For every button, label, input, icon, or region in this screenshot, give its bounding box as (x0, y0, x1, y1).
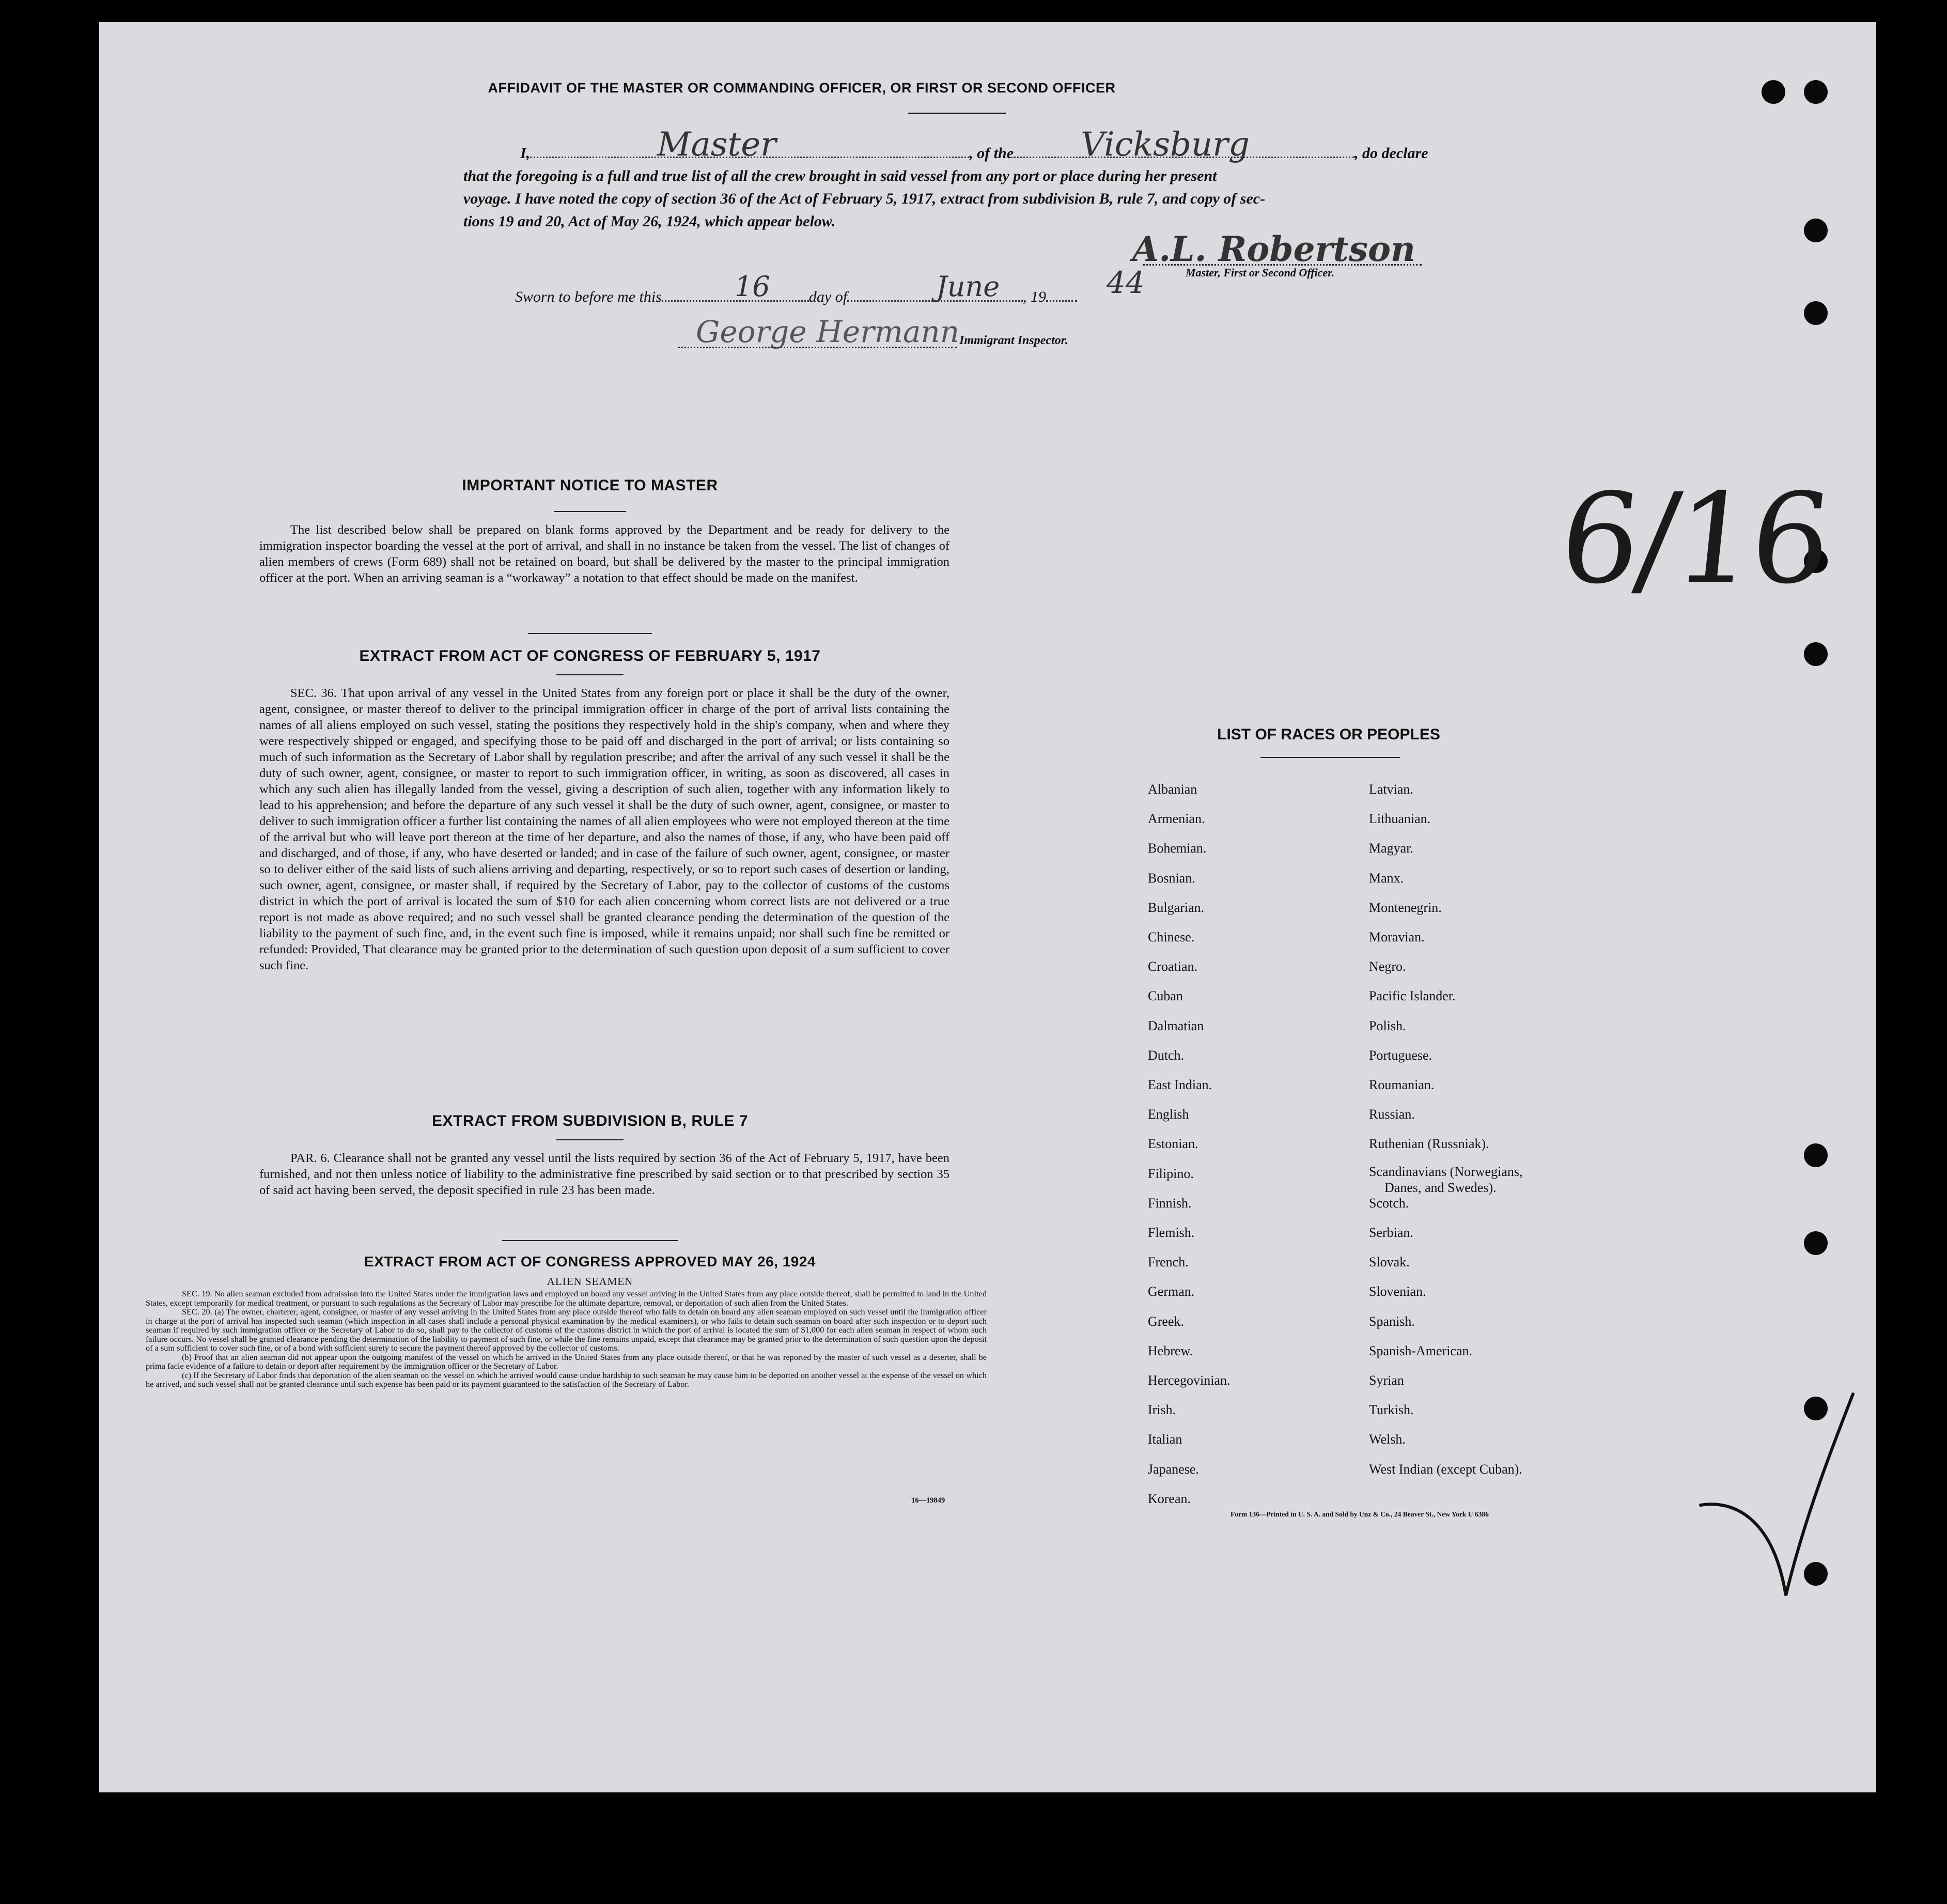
race-item: Welsh. (1369, 1432, 1406, 1447)
race-item: Bulgarian. (1148, 900, 1205, 915)
i-label: I, (520, 145, 531, 162)
race-item: Bohemian. (1148, 841, 1207, 856)
race-item: Dalmatian (1148, 1018, 1204, 1033)
binder-hole (1804, 301, 1828, 325)
race-item: Russian. (1369, 1107, 1415, 1122)
binder-hole (1804, 642, 1828, 666)
year-prefix: , 19 (1023, 288, 1047, 305)
race-item: Greek. (1148, 1313, 1185, 1329)
extract-1924-subtitle: ALIEN SEAMEN (547, 1275, 633, 1288)
notice-title: IMPORTANT NOTICE TO MASTER (462, 477, 718, 494)
sworn-day-handwriting: 16 (735, 270, 770, 303)
races-title: LIST OF RACES OR PEOPLES (1217, 726, 1440, 743)
race-item: Serbian. (1369, 1225, 1413, 1240)
race-item: Cuban (1148, 988, 1183, 1004)
race-item: Spanish. (1369, 1313, 1415, 1329)
race-item: Portuguese. (1369, 1047, 1432, 1063)
race-item: Albanian (1148, 782, 1197, 797)
affidavit-page (99, 22, 1876, 1792)
notice-text: The list described below shall be prepared on blank forms approved by the Department and be ready for delivery to the immigration inspector boarding the vessel at the port of arrival, and shall in no instance be taken from the vessel. The list of changes of alien members of crews (Form 689) shall not be retained on board, but shall be delivered by the master to the principal immigration officer at the port. When an arriving seaman is a “workaway” a notation to that effect should be made on the manifest. (259, 523, 949, 585)
form-footer: Form 136—Printed in U. S. A. and Sold by Unz & Co., 24 Beaver St., New York U 6386 (1230, 1510, 1489, 1518)
race-item: Filipino. (1148, 1166, 1194, 1181)
race-item: Estonian. (1148, 1136, 1198, 1152)
race-item: Montenegrin. (1369, 900, 1442, 915)
declaration-line-1 (520, 142, 1428, 165)
race-item: Chinese. (1148, 930, 1195, 945)
extract-1924-block (146, 1289, 987, 1389)
extract-rule7-text: PAR. 6. Clearance shall not be granted any vessel until the lists required by section 36 of the Act of February 5, 1917, have been furnished, and not then unless notice of liability to the administrative fine prescribed by said section or to that prescribed by section 35 of said act having been served, the deposit specified in rule 23 has been made. (259, 1151, 949, 1197)
declaration-line-3: voyage. I have noted the copy of section 36 of the Act of February 5, 1917, extract from subdivision B, rule 7, and copy of sec- (463, 190, 1266, 207)
signature-caption: Master, First or Second Officer. (1186, 266, 1335, 279)
binder-hole (1804, 80, 1828, 104)
master-handwriting: Master (657, 126, 776, 164)
binder-hole (1762, 80, 1785, 104)
race-item: Polish. (1369, 1018, 1406, 1033)
extract-1917-title: EXTRACT FROM ACT OF CONGRESS OF FEBRUARY 5, 1917 (359, 647, 821, 664)
extract-1917-divider (556, 674, 624, 675)
handwritten-date-note: 6/16 (1553, 467, 1835, 611)
binder-hole (1804, 219, 1828, 242)
print-code: 16—19849 (911, 1496, 945, 1505)
race-item: Negro. (1369, 959, 1406, 974)
declare-label: , do declare (1354, 145, 1428, 162)
declaration-line-2: that the foregoing is a full and true list of all the crew brought in said vessel from any port or place during her present (463, 167, 1217, 184)
race-item: Dutch. (1148, 1047, 1185, 1063)
of-the-label: , of the (969, 145, 1014, 162)
master-signature: A.L. Robertson (1132, 229, 1415, 269)
race-item: Manx. (1369, 870, 1404, 886)
race-item: Scandinavians (Norwegians, (1369, 1164, 1523, 1179)
race-item: Italian (1148, 1432, 1182, 1447)
section-divider (502, 1240, 678, 1241)
extract-rule7-block (259, 1150, 949, 1198)
race-item: Pacific Islander. (1369, 988, 1456, 1004)
race-item: Syrian (1369, 1373, 1404, 1388)
race-item: German. (1148, 1284, 1195, 1299)
race-item: West Indian (except Cuban). (1369, 1461, 1522, 1477)
extract-1924-title: EXTRACT FROM ACT OF CONGRESS APPROVED MAY 26, 1924 (364, 1253, 816, 1270)
binder-hole (1804, 1231, 1828, 1255)
extract-rule7-title: EXTRACT FROM SUBDIVISION B, RULE 7 (431, 1112, 749, 1129)
sec-20a-text: SEC. 20. (a) The owner, charterer, agent, consignee, or master of any vessel arriving in the United States from any place outside thereof who fails to detain on board any alien seaman employed on such vessel until the immigration officer in charge at the port of arrival has inspected such seaman (which inspection in all cases shall include a personal physical examination by the medical examiners), or who fails to detain such seaman on board after such inspection or to deport such seaman if required by such immigration officer or the Secretary of Labor to do so, shall pay to the collector of customs of the customs district in which the port of arrival is located the sum of $1,000 for each alien seaman in respect of whom such failure occurs. No vessel shall be granted clearance pending the determination of the liability to payment of such fine, or while the fine remains unpaid, except that clearance may be granted prior to the determination of such question upon the deposit of a sum sufficient to cover such fine, or of a bond with sufficient surety to secure the payment thereof approved by the collector of customs. (146, 1307, 987, 1353)
race-item: Latvian. (1369, 782, 1413, 797)
check-mark-icon (1690, 1391, 1861, 1608)
sworn-year-field (1046, 287, 1077, 302)
title-divider (908, 113, 1006, 114)
race-item: Hebrew. (1148, 1343, 1193, 1358)
race-item: Finnish. (1148, 1195, 1192, 1211)
extract-rule7-divider (556, 1139, 624, 1140)
inspector-signature: George Hermann (696, 314, 960, 349)
races-divider (1260, 757, 1400, 758)
vessel-handwriting: Vicksburg (1081, 126, 1250, 164)
sec-20c-text: (c) If the Secretary of Labor finds that deportation of the alien seaman on the vessel on which he arrived would cause undue hardship to such seaman he may cause him to be deported on another vessel at the expense of the vessel on which he arrived, and such vessel shall not be granted clearance until such expense has been paid or its payment guaranteed to the satisfaction of the Secretary of Labor. (146, 1370, 987, 1389)
inspector-line (678, 347, 957, 348)
race-item: Moravian. (1369, 930, 1425, 945)
sworn-year-handwriting: 44 (1107, 265, 1145, 300)
race-item: Slovenian. (1369, 1284, 1426, 1299)
race-item: Danes, and Swedes). (1384, 1180, 1497, 1195)
sec-20b-text: (b) Proof that an alien seaman did not appear upon the outgoing manifest of the vessel on which he arrived in the United States from any place outside thereof, or that he was reported by the master of such vessel as a deserter, shall be prima facie evidence of a failure to detain or deport after requirement by the immigration officer or the Secretary of Labor. (146, 1352, 987, 1371)
sworn-label: Sworn to before me this (515, 288, 662, 305)
race-item: English (1148, 1107, 1189, 1122)
race-item: French. (1148, 1255, 1189, 1270)
race-item: Ruthenian (Russniak). (1369, 1136, 1489, 1152)
race-item: Spanish-American. (1369, 1343, 1473, 1358)
extract-1917-text: SEC. 36. That upon arrival of any vessel in the United States from any foreign port or place it shall be the duty of the owner, agent, consignee, or master thereof to deliver to the principal immigration officer in charge of the port of arrival lists containing the names of all aliens employed on such vessel, stating the positions they respectively hold in the ship's company, when and where they were respectively shipped or engaged, and specifying those to be paid off and discharged in the port of arrival; or lists containing so much of such information as the Secretary of Labor shall by regulation prescribe; and after the arrival of any such vessel it shall be the duty of such owner, agent, consignee, or master to report to such immigration officer, in writing, as soon as discovered, all cases in which any such alien has illegally landed from the vessel, giving a description of such alien, together with any information likely to lead to his apprehension; and before the departure of any such vessel it shall be the duty of such owner, agent, consignee, or master to deliver to such immigration officer a further list containing the names of all alien employees who were not employed thereon at the time of the arrival but who will leave port thereon at the time of her departure, and also the names of those, if any, who have been paid off and discharged, and of those, if any, who have deserted or landed; and in case of the failure of such owner, agent, consignee, or master so to deliver either of the said lists of such aliens arriving and departing, respectively, or so to report such cases of desertion or landing, such owner, agent, consignee, or master shall, if required by the Secretary of Labor, pay to the collector of customs of the customs district in which the port of arrival is located the sum of $10 for each alien concerning whom correct lists are not delivered or a true report is not made as above required; and no such vessel shall be granted clearance pending the determination of the question of the liability to the payment of such fine, and, in the event such fine is imposed, while it remains unpaid; nor shall such fine be remitted or refunded: Provided, That clearance may be granted prior to the determination of such question upon deposit of a sum sufficient to cover such fine. (259, 686, 949, 972)
race-item: Bosnian. (1148, 870, 1195, 886)
inspector-caption: Immigrant Inspector. (959, 334, 1068, 347)
section-divider (528, 633, 652, 634)
race-item: Japanese. (1148, 1461, 1199, 1477)
race-item: Hercegovinian. (1148, 1373, 1230, 1388)
race-item: Croatian. (1148, 959, 1198, 974)
race-item: Armenian. (1148, 811, 1205, 827)
day-of-label: day of (808, 288, 848, 305)
notice-text-block (259, 522, 949, 586)
race-item: Turkish. (1369, 1402, 1414, 1418)
race-item: Lithuanian. (1369, 811, 1431, 827)
affidavit-title: AFFIDAVIT OF THE MASTER OR COMMANDING OFFICER, OR FIRST OR SECOND OFFICER (488, 80, 1116, 96)
race-item: Magyar. (1369, 841, 1413, 856)
race-item: East Indian. (1148, 1077, 1212, 1092)
binder-hole (1804, 1143, 1828, 1167)
sec-19-text: SEC. 19. No alien seaman excluded from admission into the United States under the immigration laws and employed on board any vessel arriving in the United States from any place outside thereof, shall be permitted to land in the United States, except temporarily for medical treatment, or pursuant to such regulations as the Secretary of Labor may prescribe for the ultimate departure, removal, or deportation of such alien from the United States. (146, 1289, 987, 1308)
race-item: Korean. (1148, 1491, 1191, 1506)
sworn-month-handwriting: June (936, 270, 1000, 303)
race-item: Scotch. (1369, 1195, 1409, 1211)
race-item: Flemish. (1148, 1225, 1195, 1240)
race-item: Slovak. (1369, 1255, 1410, 1270)
declaration-line-4: tions 19 and 20, Act of May 26, 1924, which appear below. (463, 213, 836, 230)
notice-divider (554, 511, 626, 512)
race-item: Roumanian. (1369, 1077, 1435, 1092)
extract-1917-block (259, 685, 949, 973)
race-item: Irish. (1148, 1402, 1176, 1418)
